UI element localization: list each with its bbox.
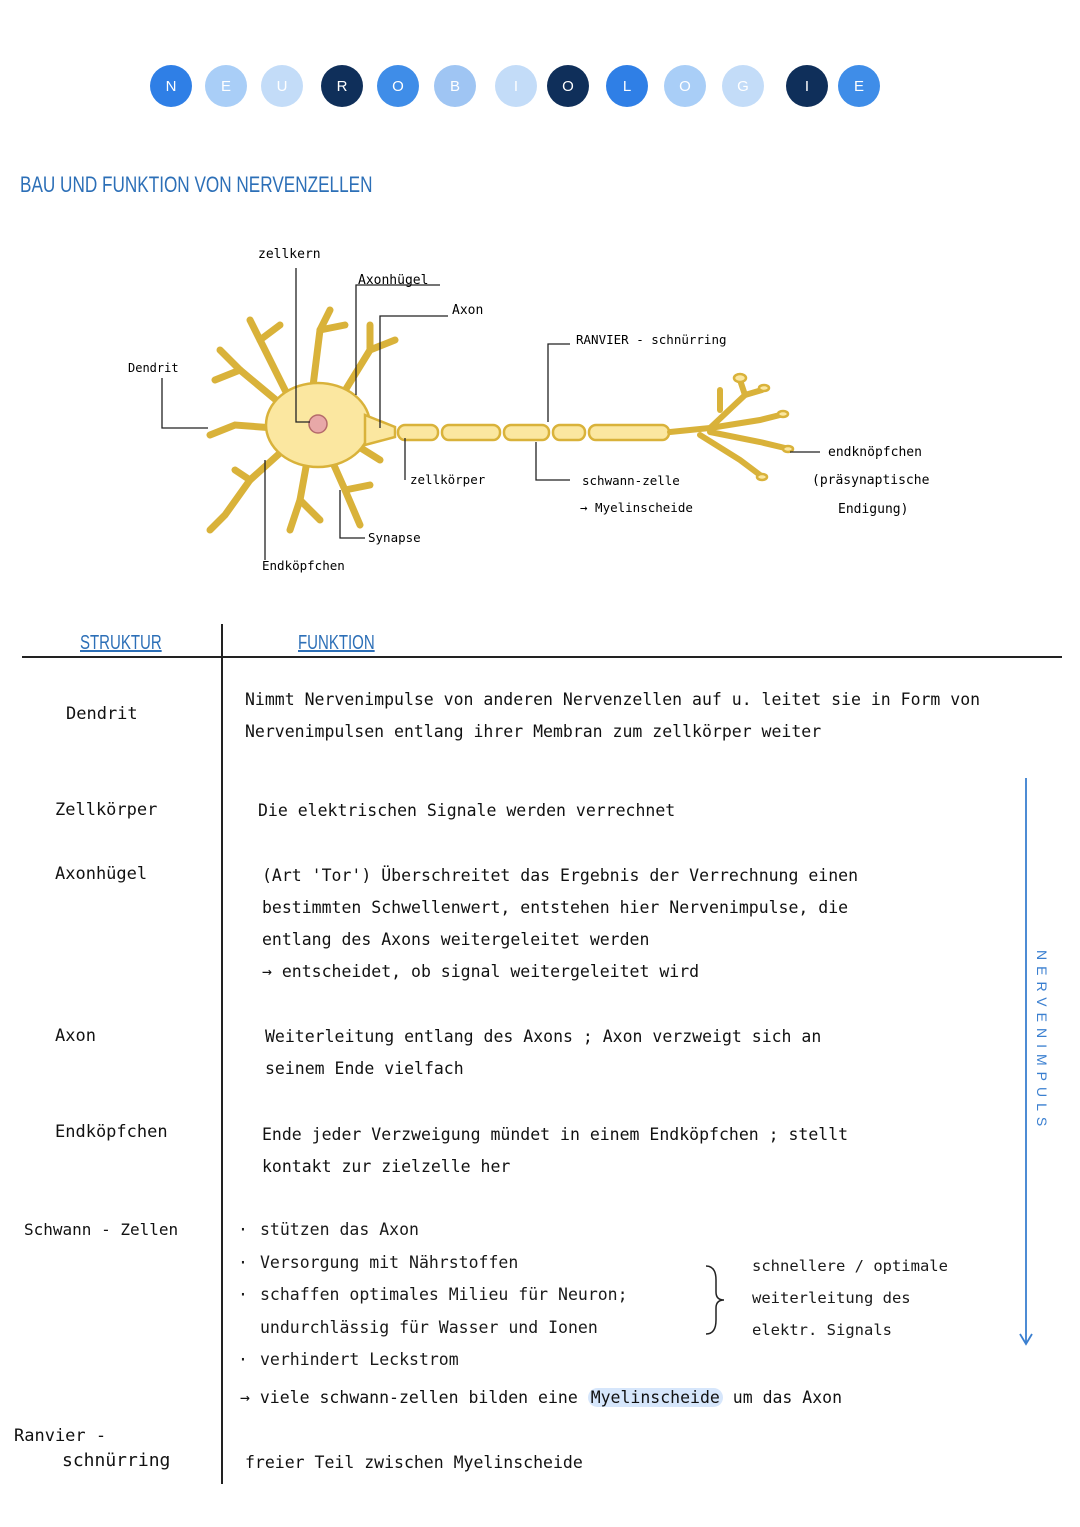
title-letter-circle: E — [205, 65, 247, 107]
title-letter-circle: O — [547, 65, 589, 107]
curly-brace — [700, 1262, 730, 1338]
desc-dendrit — [245, 684, 980, 748]
label-axon: Axon — [452, 303, 484, 318]
title-letter-circle: I — [786, 65, 828, 107]
table-divider-vertical — [221, 624, 223, 1484]
label-ranvier: RANVIER - schnürring — [576, 332, 727, 347]
label-endknoepfchen-1: endknöpfchen — [828, 445, 922, 460]
label-schwann-2: → Myelinscheide — [580, 500, 693, 515]
nucleus — [309, 415, 327, 433]
term-endkoepfchen: Endköpfchen — [55, 1122, 168, 1142]
desc-line: seinem Ende vielfach — [265, 1059, 464, 1078]
desc-ranvier — [245, 1447, 583, 1479]
label-axonhuegel: Axonhügel — [358, 273, 429, 288]
term-axon: Axon — [55, 1026, 96, 1046]
desc-line: freier Teil zwischen Myelinscheide — [245, 1453, 583, 1472]
desc-line: Nimmt Nervenimpulse von anderen Nervenzellen auf u. leitet sie in Form von — [245, 690, 981, 709]
schwann-myelin-note: → viele schwann-zellen bilden eine Myelinscheide um das Axon — [240, 1388, 843, 1407]
desc-line: entlang des Axons weitergeleitet werden — [262, 930, 650, 949]
list-item: · stützen das Axon — [238, 1220, 419, 1239]
desc-endkoepfchen — [262, 1119, 848, 1183]
term-axonhuegel: Axonhügel — [55, 864, 148, 884]
label-endknoepfchen-2: (präsynaptische — [812, 473, 930, 488]
highlight-myelinscheide: Myelinscheide — [588, 1388, 723, 1407]
desc-line: Nervenimpulsen entlang ihrer Membran zum zellkörper weiter — [245, 722, 822, 741]
title-letter-circle: I — [495, 65, 537, 107]
label-endknoepfchen-3: Endigung) — [838, 502, 909, 517]
term-schwann: Schwann - Zellen — [24, 1220, 179, 1239]
label-synapse: Synapse — [368, 530, 421, 545]
title-letter-circle: B — [434, 65, 476, 107]
label-schwann-1: schwann-zelle — [582, 473, 680, 488]
desc-axonhuegel — [262, 860, 858, 988]
title-letter-circle: N — [150, 65, 192, 107]
desc-line: bestimmten Schwellenwert, entstehen hier Nervenimpulse, die — [262, 898, 849, 917]
label-endkoepfchen: Endköpfchen — [262, 558, 345, 573]
neuron-diagram — [0, 230, 1080, 590]
title-letter-circle: O — [377, 65, 419, 107]
desc-line: (Art 'Tor') Überschreitet das Ergebnis der Verrechnung einen — [262, 866, 859, 885]
myelin-sheath — [398, 425, 669, 440]
schwann-side-note: schnellere / optimale weiterleitung des elektr. Signals — [752, 1257, 948, 1339]
title-letter-circle: L — [606, 65, 648, 107]
column-header-funktion: FUNKTION — [298, 632, 375, 654]
desc-line: → entscheidet, ob signal weitergeleitet wird — [262, 962, 700, 981]
list-item: undurchlässig für Wasser und Ionen — [260, 1317, 598, 1337]
desc-zellkoerper — [258, 795, 675, 827]
page-heading: BAU UND FUNKTION VON NERVENZELLEN — [20, 172, 373, 197]
label-zellkoerper: zellkörper — [410, 472, 486, 487]
desc-axon — [265, 1021, 821, 1085]
desc-line: Die elektrischen Signale werden verrechnet — [258, 801, 676, 820]
title-letter-circle: O — [664, 65, 706, 107]
list-item: · verhindert Leckstrom — [238, 1350, 459, 1369]
term-ranvier-1: Ranvier - — [14, 1426, 107, 1446]
desc-line: kontakt zur zielzelle her — [262, 1157, 511, 1176]
table-divider-horizontal — [22, 656, 1062, 658]
title-letter-circle: R — [321, 65, 363, 107]
title-letter-circle: E — [838, 65, 880, 107]
vertical-label-nervenimpuls: NERVENIMPULS — [1034, 950, 1050, 1133]
list-item: · Versorgung mit Nährstoffen — [238, 1252, 519, 1272]
term-ranvier-2: schnürring — [62, 1450, 171, 1471]
axon-terminals — [670, 380, 785, 475]
desc-line: Ende jeder Verzweigung mündet in einem Endköpfchen ; stellt — [262, 1125, 849, 1144]
title-letter-circle: G — [722, 65, 764, 107]
label-dendrit: Dendrit — [128, 361, 179, 375]
term-dendrit: Dendrit — [66, 704, 138, 724]
column-header-struktur: STRUKTUR — [80, 632, 162, 654]
schwann-bullet-list — [238, 1214, 628, 1377]
desc-line: Weiterleitung entlang des Axons ; Axon verzweigt sich an — [265, 1027, 822, 1046]
list-item: · schaffen optimales Milieu für Neuron; — [238, 1285, 628, 1304]
title-letter-circle: U — [261, 65, 303, 107]
label-zellkern: zellkern — [258, 247, 321, 262]
term-zellkoerper: Zellkörper — [55, 800, 158, 820]
